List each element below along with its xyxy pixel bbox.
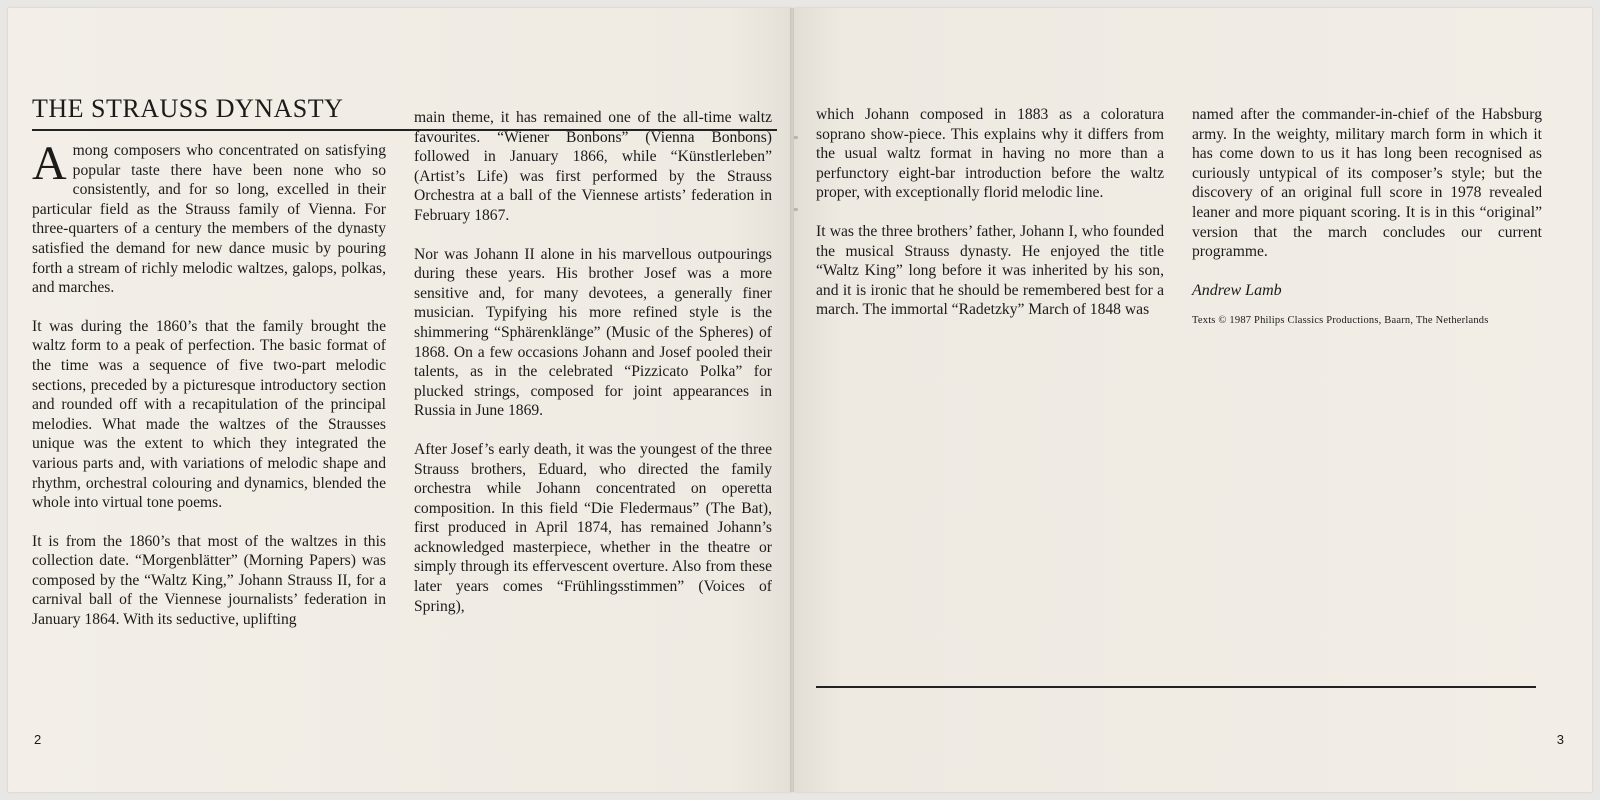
drop-cap: A bbox=[32, 137, 67, 190]
paragraph-7: which Johann composed in 1883 as a coloratura soprano show-piece. This explains why it differs from the usual waltz format in having no more than a perfunctory eight-bar introduction before the waltz proper, with exceptionally florid melodic line. bbox=[816, 106, 1164, 202]
author-signature: Andrew Lamb bbox=[1192, 281, 1282, 299]
page-number-right: 3 bbox=[1556, 732, 1564, 747]
copyright-notice: Texts © 1987 Philips Classics Productions, Baarn, The Netherlands bbox=[1192, 315, 1489, 327]
column-3 bbox=[816, 105, 1164, 339]
paragraph-1-text: mong composers who concentrated on satisfying popular taste there have been none who so consistently, and for so long, excelled in their particular field as the Strauss family of Vienna. For three-quarters of a century the members of the dynasty satisfied the demand for new dance music by pouring forth a stream of richly melodic waltzes, galops, polkas, and marches. bbox=[32, 142, 386, 297]
bottom-rule bbox=[816, 686, 1536, 688]
paragraph-6: After Josef’s early death, it was the youngest of the three Strauss brothers, Eduard, who directed the family orchestra while Johann concentrated on operetta composition. In this field “Die Fledermaus” (The Bat), first produced in April 1874, has remained Johann’s acknowledged masterpiece, whether in the theatre or simply through its effervescent overture. Also from these later years comes “Frühlingsstimmen” (Voices of Spring), bbox=[414, 440, 772, 615]
paragraph-1 bbox=[32, 137, 386, 298]
article-title: THE STRAUSS DYNASTY bbox=[32, 94, 344, 123]
staple-bottom bbox=[794, 208, 798, 211]
column-1 bbox=[32, 137, 386, 649]
paragraph-3: It is from the 1860’s that most of the waltzes in this collection date. “Morgenblätter” (Morning Papers) was composed by the “Waltz King,” Johann Strauss II, for a carnival ball of the Viennese journalists’ federation in January 1864. With its seductive, uplifting bbox=[32, 532, 386, 629]
column-2 bbox=[414, 108, 772, 635]
paragraph-8: It was the three brothers’ father, Johann I, who founded the musical Strauss dynasty. He enjoyed the title “Waltz King” long before it was inherited by his son, and it is ironic that he should be remembered best for a march. The immortal “Radetzky” March of 1848 was bbox=[816, 222, 1164, 319]
left-page bbox=[8, 8, 792, 792]
staple-top bbox=[794, 136, 798, 139]
paragraph-9: named after the commander-in-chief of the Habsburg army. In the weighty, military march form in which it has come down to us it has long been recognised as curiously untypical of its composer’s style; but the discovery of an original full score in 1978 revealed leaner and more piquant scoring. It is in this “original” version that the march concludes our current programme. bbox=[1192, 106, 1542, 261]
paragraph-5: Nor was Johann II alone in his marvellous outpourings during these years. His brother Josef was a more sensitive and, for many devotees, a generally finer musician. Typifying his more refined style is the shimmering “Sphärenklänge” (Music of the Spheres) of 1868. On a few occasions Johann and Josef pooled their talents, as in the celebrated “Pizzicato Polka” for plucked strings, composed for joint appearances in Russia in June 1869. bbox=[414, 245, 772, 420]
right-page bbox=[794, 8, 1592, 792]
paragraph-4: main theme, it has remained one of the all-time waltz favourites. “Wiener Bonbons” (Vienna Bonbons) followed in January 1866, while “Künstlerleben” (Artist’s Life) was first performed by the Strauss Orchestra at a ball of the Viennese artists’ federation in February 1867. bbox=[414, 109, 772, 224]
page-number-left: 2 bbox=[34, 732, 42, 747]
column-4 bbox=[1192, 105, 1542, 328]
paragraph-2: It was during the 1860’s that the family brought the waltz form to a peak of perfection. The basic format of the time was a sequence of five two-part melodic sections, preceded by a picturesque introductory section and rounded off with a recapitulation of the principal melodies. What made the waltzes of the Strausses unique was the extent to which they integrated the various parts and, with variations of melodic shape and rhythm, orchestral colouring and dynamics, blended the whole into virtual tone poems. bbox=[32, 317, 386, 512]
